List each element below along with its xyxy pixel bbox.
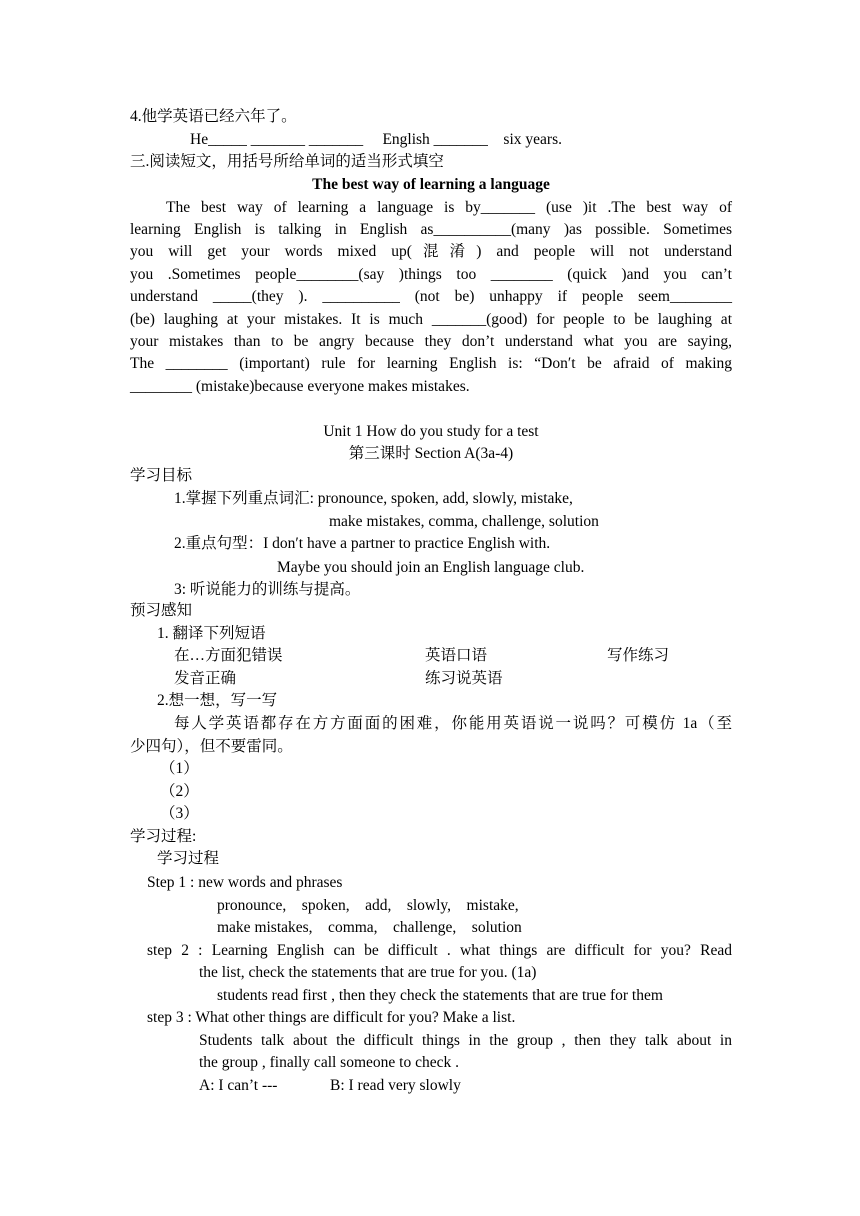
unit-subtitle: 第三课时 Section A(3a-4) bbox=[348, 445, 514, 462]
step-2-note: students read first , then they check the statements that are true for them bbox=[217, 987, 663, 1004]
goal-item-2: 2.重点句型：I don′t have a partner to practice English with. bbox=[174, 535, 551, 552]
goal-item-2-continued: Maybe you should join an English language club. bbox=[277, 559, 585, 576]
preview-task-1: 1. 翻译下列短语 bbox=[157, 625, 266, 642]
step-3: step 3 : What other things are difficult for you? Make a list. bbox=[147, 1009, 516, 1026]
phrase-item: 在…方面犯错误 bbox=[174, 647, 283, 664]
phrase-item: 英语口语 bbox=[425, 647, 488, 664]
step-2-continued: the list, check the statements that are true for you. (1a) bbox=[199, 964, 537, 981]
step-1-words: pronounce, spoken, add, slowly, mistake, bbox=[217, 897, 519, 914]
preview-task-2-text-continued: 少四句），但不要雷同。 bbox=[130, 738, 293, 755]
passage-line: ________ (mistake)because everyone makes mistakes. bbox=[130, 378, 470, 395]
passage-line: understand _____(they ). __________ (not be) unhappy if people seem________ bbox=[130, 288, 732, 305]
dialog-line-b: B: I read very slowly bbox=[330, 1077, 461, 1094]
answer-blank-3: （3） bbox=[160, 805, 199, 822]
step-3-note: Students talk about the difficult things in the group , then they talk about in bbox=[199, 1032, 732, 1049]
unit-title: Unit 1 How do you study for a test bbox=[323, 423, 539, 440]
goals-heading: 学习目标 bbox=[130, 467, 193, 484]
goal-item-1-continued: make mistakes, comma, challenge, solution bbox=[329, 513, 599, 530]
passage-line: (be) laughing at your mistakes. It is much _______(good) for people to be laughing at bbox=[130, 311, 732, 328]
step-3-note-continued: the group , finally call someone to check . bbox=[199, 1054, 459, 1071]
process-heading: 学习过程: bbox=[130, 828, 197, 845]
phrase-item: 练习说英语 bbox=[425, 670, 503, 687]
answer-blank-2: （2） bbox=[160, 783, 199, 800]
step-2: step 2 : Learning English can be difficult . what things are difficult for you? Read bbox=[147, 942, 732, 959]
passage-line: you will get your words mixed up(混淆) and people will not understand bbox=[130, 243, 732, 260]
preview-task-2-text: 每人学英语都存在方方面面的困难，你能用英语说一说吗？可模仿 1a（至 bbox=[174, 715, 732, 732]
passage-line: The ________ (important) rule for learning English is: “Don′t be afraid of making bbox=[130, 355, 732, 372]
goal-item-1: 1.掌握下列重点词汇: pronounce, spoken, add, slowly, mistake, bbox=[174, 490, 573, 507]
question-4-blanks: He_____ _______ _______ English _______ six years. bbox=[190, 131, 562, 148]
preview-task-2: 2.想一想，写一写 bbox=[157, 692, 278, 709]
phrase-item: 写作练习 bbox=[607, 647, 670, 664]
step-1: Step 1 : new words and phrases bbox=[147, 874, 343, 891]
passage-line: learning English is talking in English as__________(many )as possible. Sometimes bbox=[130, 221, 732, 238]
process-subheading: 学习过程 bbox=[157, 850, 220, 867]
section-3-title: 三.阅读短文，用括号所给单词的适当形式填空 bbox=[130, 153, 444, 170]
step-1-words-continued: make mistakes, comma, challenge, solution bbox=[217, 919, 522, 936]
passage-title: The best way of learning a language bbox=[312, 176, 550, 193]
answer-blank-1: （1） bbox=[160, 760, 199, 777]
goal-item-3: 3: 听说能力的训练与提高。 bbox=[174, 581, 361, 598]
passage-line: The best way of learning a language is by_______ (use )it .The best way of bbox=[166, 199, 732, 216]
preview-heading: 预习感知 bbox=[130, 602, 193, 619]
phrase-item: 发音正确 bbox=[174, 670, 237, 687]
passage-line: your mistakes than to be angry because they don’t understand what you are saying, bbox=[130, 333, 732, 350]
dialog-line-a: A: I can’t --- bbox=[199, 1077, 278, 1094]
passage-line: you .Sometimes people________(say )things too ________ (quick )and you can’t bbox=[130, 266, 732, 283]
question-4-title: 4.他学英语已经六年了。 bbox=[130, 108, 297, 125]
